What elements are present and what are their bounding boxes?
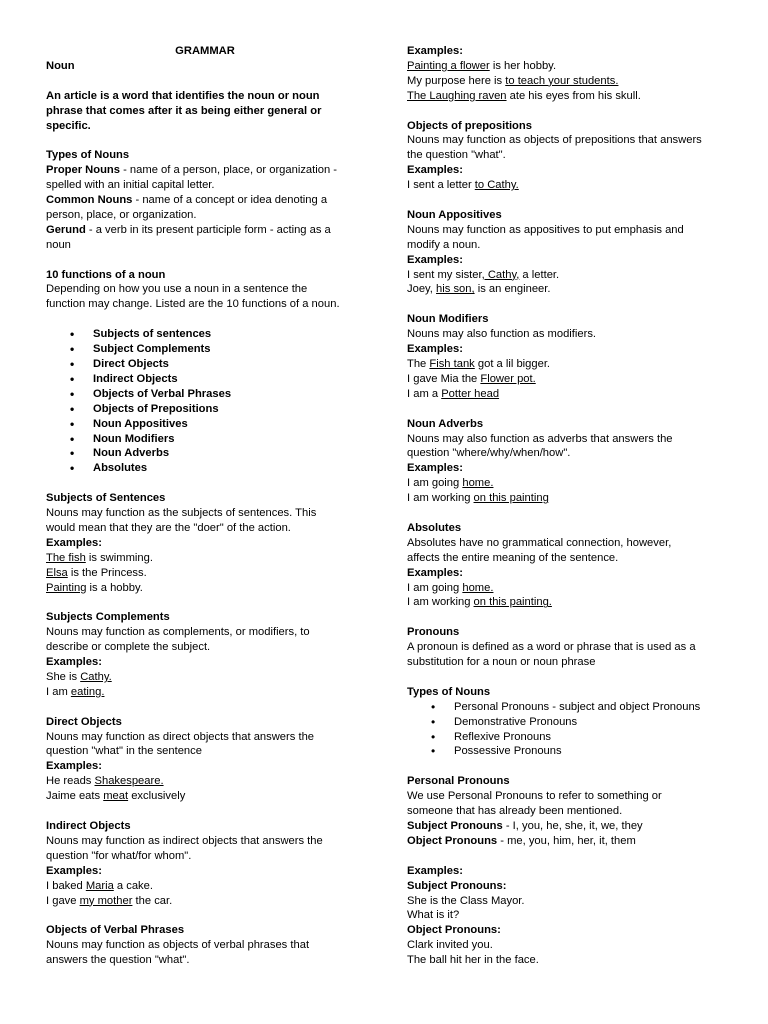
page-title: GRAMMAR <box>175 45 235 57</box>
complements-section: Subjects Complements Nouns may function as complements, or modifiers, to describe or complete the subject. Examples: She is Cathy. I am eating. <box>46 611 310 698</box>
list-item: • Direct Objects <box>46 357 364 372</box>
list-item: • Subjects of sentences <box>46 327 364 342</box>
pronoun-examples: Examples: Subject Pronouns: She is the Class Mayor. What is it? Object Pronouns: Clark invited you. The ball hit her in the face. <box>407 864 539 967</box>
absolutes-section: Absolutes Absolutes have no grammatical connection, however, affects the entire meaning of the sentence. Examples: I am going home. I am working on this painting. <box>407 521 672 609</box>
right-column <box>407 44 725 983</box>
direct-objects-section: Direct Objects Nouns may function as direct objects that answers the question "what" in the sentence Examples: He reads Shakespeare. Jaime eats meat exclusively <box>46 715 315 803</box>
list-item: • Subject Complements <box>46 342 364 357</box>
verbal-phrases-section: Objects of Verbal Phrases Nouns may function as objects of verbal phrases that answers the question "what". <box>46 924 310 967</box>
list-item: • Possessive Pronouns <box>407 744 725 759</box>
prepositions-section: Objects of prepositions Nouns may function as objects of prepositions that answers the question "what". Examples: I sent a letter to Cathy. <box>407 119 702 192</box>
functions-list <box>46 327 364 476</box>
indirect-objects-section: Indirect Objects Nouns may function as indirect objects that answers the question "for what/for whom". Examples: I baked Maria a cake. I gave my mother the car. <box>46 820 323 907</box>
personal-pronouns-section: Personal Pronouns We use Personal Pronouns to refer to something or someone that has already been mentioned. Subject Pronouns - I, you, he, she, it, we, they Object Pronouns - me, you, him, her, it, them <box>407 775 662 847</box>
verbal-examples: Examples: Painting a flower is her hobby. My purpose here is to teach your students. The Laughing raven ate his eyes from his skull. <box>407 45 641 102</box>
pronoun-types-list <box>407 700 725 760</box>
noun-heading: Noun <box>46 59 75 72</box>
list-item: • Objects of Verbal Phrases <box>46 387 364 402</box>
list-item: • Absolutes <box>46 461 364 476</box>
pronouns-section: Pronouns A pronoun is defined as a word or phrase that is used as a substitution for a noun or noun phrase <box>407 626 696 669</box>
list-item: • Noun Appositives <box>46 417 364 432</box>
list-item: • Demonstrative Pronouns <box>407 715 725 730</box>
list-item: • Noun Modifiers <box>46 432 364 447</box>
list-item: • Personal Pronouns - subject and object Pronouns <box>407 700 725 715</box>
appositives-section: Noun Appositives Nouns may function as appositives to put emphasis and modify a noun. Examples: I sent my sister, Cathy, a letter. Joey, his son, is an engineer. <box>407 208 684 296</box>
list-item: • Objects of Prepositions <box>46 402 364 417</box>
subjects-section: Subjects of Sentences Nouns may function as the subjects of sentences. This would mean that they are the "doer" of the action. Examples: The fish is swimming. Elsa is the Princess. Painting is a hobby. <box>46 492 317 594</box>
list-item: • Indirect Objects <box>46 372 364 387</box>
functions-section: 10 functions of a noun Depending on how you use a noun in a sentence the function may change. Listed are the 10 functions of a noun. <box>46 268 340 311</box>
modifiers-section: Noun Modifiers Nouns may also function as modifiers. Examples: The Fish tank got a lil bigger. I gave Mia the Flower pot. I am a Potter head <box>407 313 597 400</box>
adverbs-section: Noun Adverbs Nouns may also function as adverbs that answers the question "where/why/when/how". Examples: I am going home. I am working on this painting <box>407 417 673 505</box>
types-of-nouns-section: Types of Nouns Proper Nouns - name of a person, place, or organization - spelled with an initial capital letter. Common Nouns - name of a concept or idea denoting a person, place, or organization. Gerund - a verb in its present participle form - acting as a noun <box>46 149 338 251</box>
left-column <box>46 44 364 983</box>
list-item: • Reflexive Pronouns <box>407 730 725 745</box>
article-definition: An article is a word that identifies the noun or noun phrase that comes after it as being either general or specific. <box>46 89 322 132</box>
list-item: • Noun Adverbs <box>46 446 364 461</box>
pronoun-types-heading: Types of Nouns <box>407 685 491 698</box>
